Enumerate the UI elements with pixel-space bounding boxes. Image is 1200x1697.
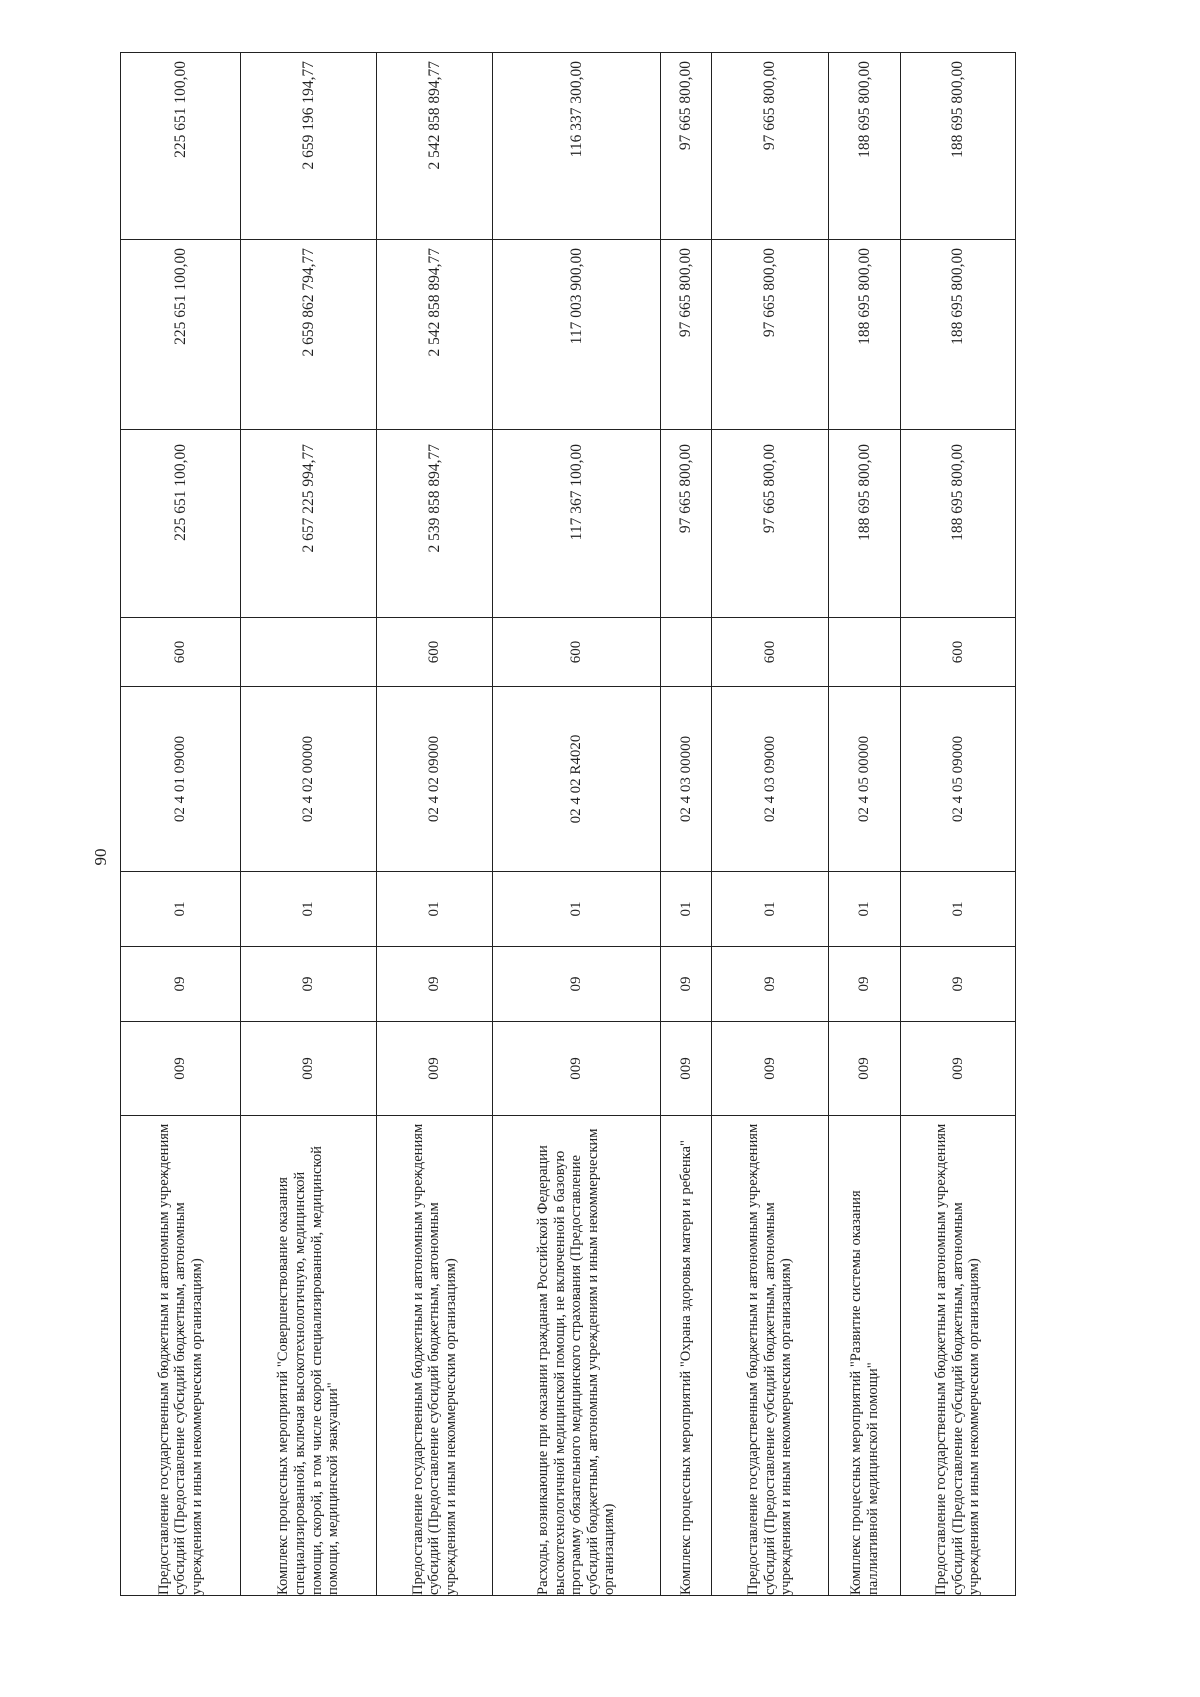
table-row	[241, 53, 377, 1596]
target-article-cell: 02 4 02 R4020	[493, 687, 661, 872]
ministry-code-cell: 009	[121, 1022, 241, 1116]
expense-kind-cell: 600	[377, 618, 493, 687]
target-article-cell: 02 4 01 09000	[121, 687, 241, 872]
table-row	[493, 53, 661, 1596]
target-article-cell: 02 4 03 09000	[712, 687, 829, 872]
amount-year3-cell: 225 651 100,00	[121, 53, 241, 240]
amount-year2-cell: 2 542 858 894,77	[377, 240, 493, 430]
subsection-code-cell: 01	[377, 872, 493, 947]
row-description: Комплекс процессных мероприятий "Охрана здоровья матери и ребенка"	[661, 1116, 712, 1596]
section-code-cell: 09	[377, 947, 493, 1022]
expense-kind-cell	[829, 618, 901, 687]
budget-table	[120, 52, 1016, 1596]
section-code-cell: 09	[901, 947, 1016, 1022]
amount-year1-cell: 2 657 225 994,77	[241, 430, 377, 618]
amount-year1-cell: 2 539 858 894,77	[377, 430, 493, 618]
amount-year2-cell: 188 695 800,00	[829, 240, 901, 430]
section-code-cell: 09	[712, 947, 829, 1022]
subsection-code-cell: 01	[712, 872, 829, 947]
ministry-code-cell: 009	[377, 1022, 493, 1116]
target-article-cell: 02 4 02 00000	[241, 687, 377, 872]
table-row	[121, 53, 241, 1596]
ministry-code-cell: 009	[901, 1022, 1016, 1116]
amount-year1-cell: 225 651 100,00	[121, 430, 241, 618]
page-number: 90	[91, 848, 110, 866]
subsection-code-cell: 01	[241, 872, 377, 947]
row-description: Предоставление государственным бюджетным и автономным учреждениям субсидий (Предоставление субсидий бюджетным, автономным учреждениям и иным некоммерческим организациям)	[712, 1116, 829, 1596]
rotated-table-container	[120, 53, 1076, 1596]
amount-year1-cell: 117 367 100,00	[493, 430, 661, 618]
table-row	[377, 53, 493, 1596]
amount-year1-cell: 188 695 800,00	[829, 430, 901, 618]
amount-year3-cell: 97 665 800,00	[712, 53, 829, 240]
ministry-code-cell: 009	[712, 1022, 829, 1116]
amount-year2-cell: 117 003 900,00	[493, 240, 661, 430]
target-article-cell: 02 4 05 00000	[829, 687, 901, 872]
subsection-code-cell: 01	[901, 872, 1016, 947]
row-description: Комплекс процессных мероприятий "Развитие системы оказания паллиативной медицинской помощи"	[829, 1116, 901, 1596]
amount-year2-cell: 2 659 862 794,77	[241, 240, 377, 430]
ministry-code-cell: 009	[829, 1022, 901, 1116]
table-row	[712, 53, 829, 1596]
expense-kind-cell: 600	[121, 618, 241, 687]
amount-year1-cell: 97 665 800,00	[661, 430, 712, 618]
subsection-code-cell: 01	[829, 872, 901, 947]
amount-year2-cell: 97 665 800,00	[712, 240, 829, 430]
amount-year3-cell: 188 695 800,00	[901, 53, 1016, 240]
row-description: Расходы, возникающие при оказании гражданам Российской Федерации высокотехнологичной медицинской помощи, не включенной в базовую программу обязательного медицинского страхования (Предоставление субсидий бюджетным, автономным учреждениям и иным некоммерческим организациям)	[493, 1116, 661, 1596]
table-row	[901, 53, 1016, 1596]
table-row	[661, 53, 712, 1596]
amount-year3-cell: 2 659 196 194,77	[241, 53, 377, 240]
target-article-cell: 02 4 02 09000	[377, 687, 493, 872]
section-code-cell: 09	[241, 947, 377, 1022]
amount-year1-cell: 188 695 800,00	[901, 430, 1016, 618]
row-description: Предоставление государственным бюджетным и автономным учреждениям субсидий (Предоставление субсидий бюджетным, автономным учреждениям и иным некоммерческим организациям)	[121, 1116, 241, 1596]
expense-kind-cell: 600	[712, 618, 829, 687]
row-description: Предоставление государственным бюджетным и автономным учреждениям субсидий (Предоставление субсидий бюджетным, автономным учреждениям и иным некоммерческим организациям)	[901, 1116, 1016, 1596]
amount-year3-cell: 97 665 800,00	[661, 53, 712, 240]
amount-year2-cell: 97 665 800,00	[661, 240, 712, 430]
expense-kind-cell: 600	[901, 618, 1016, 687]
subsection-code-cell: 01	[661, 872, 712, 947]
section-code-cell: 09	[661, 947, 712, 1022]
amount-year2-cell: 188 695 800,00	[901, 240, 1016, 430]
amount-year3-cell: 2 542 858 894,77	[377, 53, 493, 240]
amount-year3-cell: 116 337 300,00	[493, 53, 661, 240]
section-code-cell: 09	[121, 947, 241, 1022]
target-article-cell: 02 4 05 09000	[901, 687, 1016, 872]
section-code-cell: 09	[829, 947, 901, 1022]
row-description: Комплекс процессных мероприятий "Совершенствование оказания специализированной, включая высокотехнологичную, медицинской помощи, скорой, в том числе скорой специализированной, медицинской помощи, медицинской эвакуации"	[241, 1116, 377, 1596]
amount-year3-cell: 188 695 800,00	[829, 53, 901, 240]
ministry-code-cell: 009	[241, 1022, 377, 1116]
amount-year1-cell: 97 665 800,00	[712, 430, 829, 618]
subsection-code-cell: 01	[493, 872, 661, 947]
subsection-code-cell: 01	[121, 872, 241, 947]
row-description: Предоставление государственным бюджетным и автономным учреждениям субсидий (Предоставление субсидий бюджетным, автономным учреждениям и иным некоммерческим организациям)	[377, 1116, 493, 1596]
section-code-cell: 09	[493, 947, 661, 1022]
expense-kind-cell	[241, 618, 377, 687]
table-row	[829, 53, 901, 1596]
expense-kind-cell: 600	[493, 618, 661, 687]
ministry-code-cell: 009	[661, 1022, 712, 1116]
target-article-cell: 02 4 03 00000	[661, 687, 712, 872]
table-body	[121, 53, 1016, 1596]
ministry-code-cell: 009	[493, 1022, 661, 1116]
expense-kind-cell	[661, 618, 712, 687]
amount-year2-cell: 225 651 100,00	[121, 240, 241, 430]
